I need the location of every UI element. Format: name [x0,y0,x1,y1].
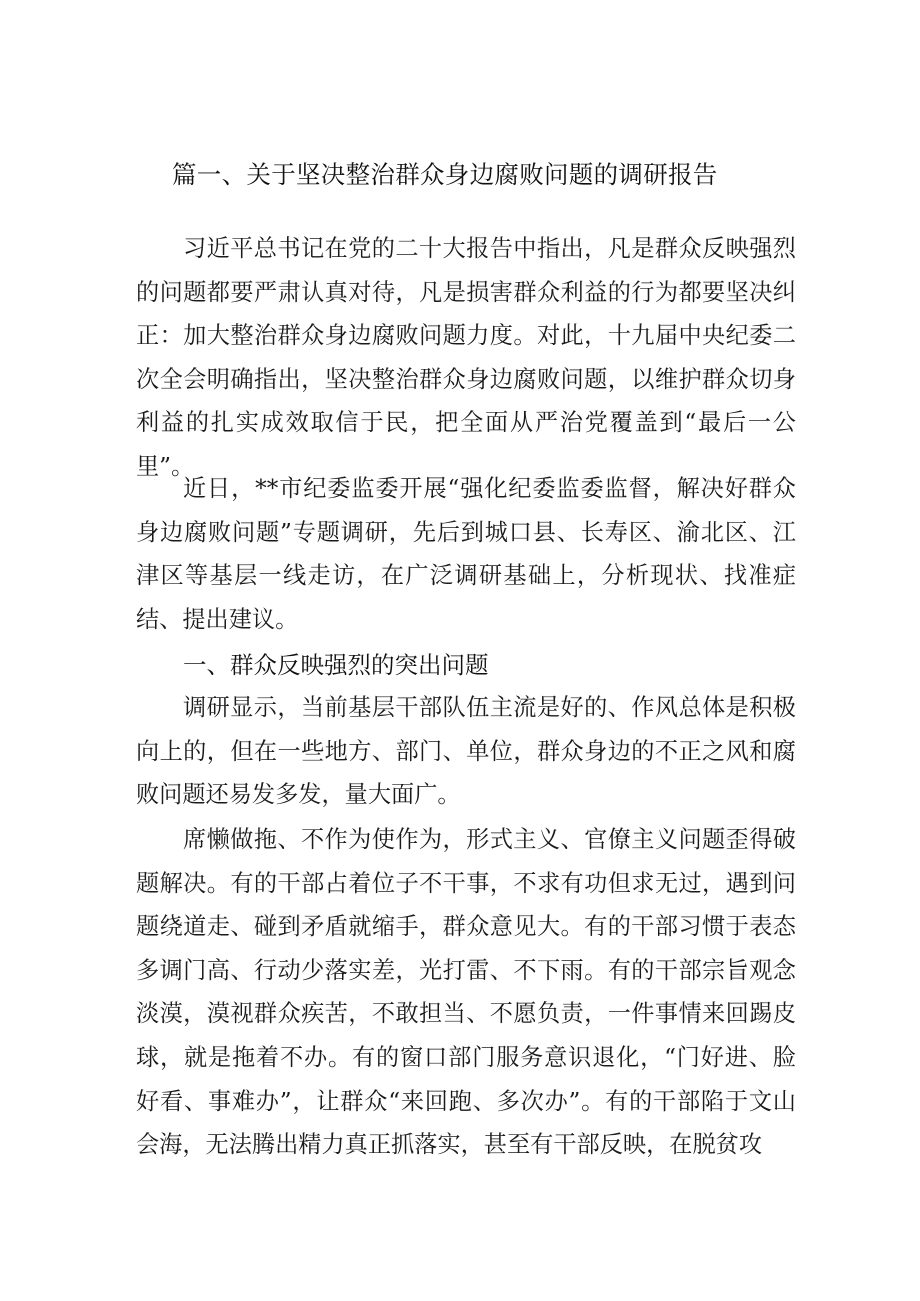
paragraph-problems: 席懒做拖、不作为使作为，形式主义、官僚主义问题歪得破题解决。有的干部占着位子不干事，不求有功但求无过，遇到问题绕道走、碰到矛盾就缩手，群众意见大。有的干部习惯于表态多调门高、行动少落实差，光打雷、不下雨。有的干部宗旨观念淡漠，漠视群众疾苦，不敢担当、不愿负责，一件事情来回踢皮球，就是拖着不办。有的窗口部门服务意识退化，“门好进、脸好看、事难办”，让群众“来回跑、多次办”。有的干部陷于文山会海，无法腾出精力真正抓落实，甚至有干部反映，在脱贫攻 [136,826,796,1159]
section-heading: 一、群众反映强烈的突出问题 [183,651,489,679]
paragraph-intro: 习近平总书记在党的二十大报告中指出，凡是群众反映强烈的问题都要严肃认真对待，凡是损害群众利益的行为都要坚决纠正：加大整治群众身边腐败问题力度。对此，十九届中央纪委二次全会明确指出，坚决整治群众身边腐败问题，以维护群众切身利益的扎实成效取信于民，把全面从严治党覆盖到“最后一公里”。 [136,235,796,480]
paragraph-research: 近日，**市纪委监委开展“强化纪委监委监督，解决好群众身边腐败问题”专题调研，先后到城口县、长寿区、渝北区、江津区等基层一线走访，在广泛调研基础上，分析现状、找准症结、提出建议。 [136,475,796,633]
paragraph-findings: 调研显示，当前基层干部队伍主流是好的、作风总体是积极向上的，但在一些地方、部门、单位，群众身边的不正之风和腐败问题还易发多发，量大面广。 [136,694,796,809]
document-title: 篇一、关于坚决整治群众身边腐败问题的调研报告 [172,160,718,189]
